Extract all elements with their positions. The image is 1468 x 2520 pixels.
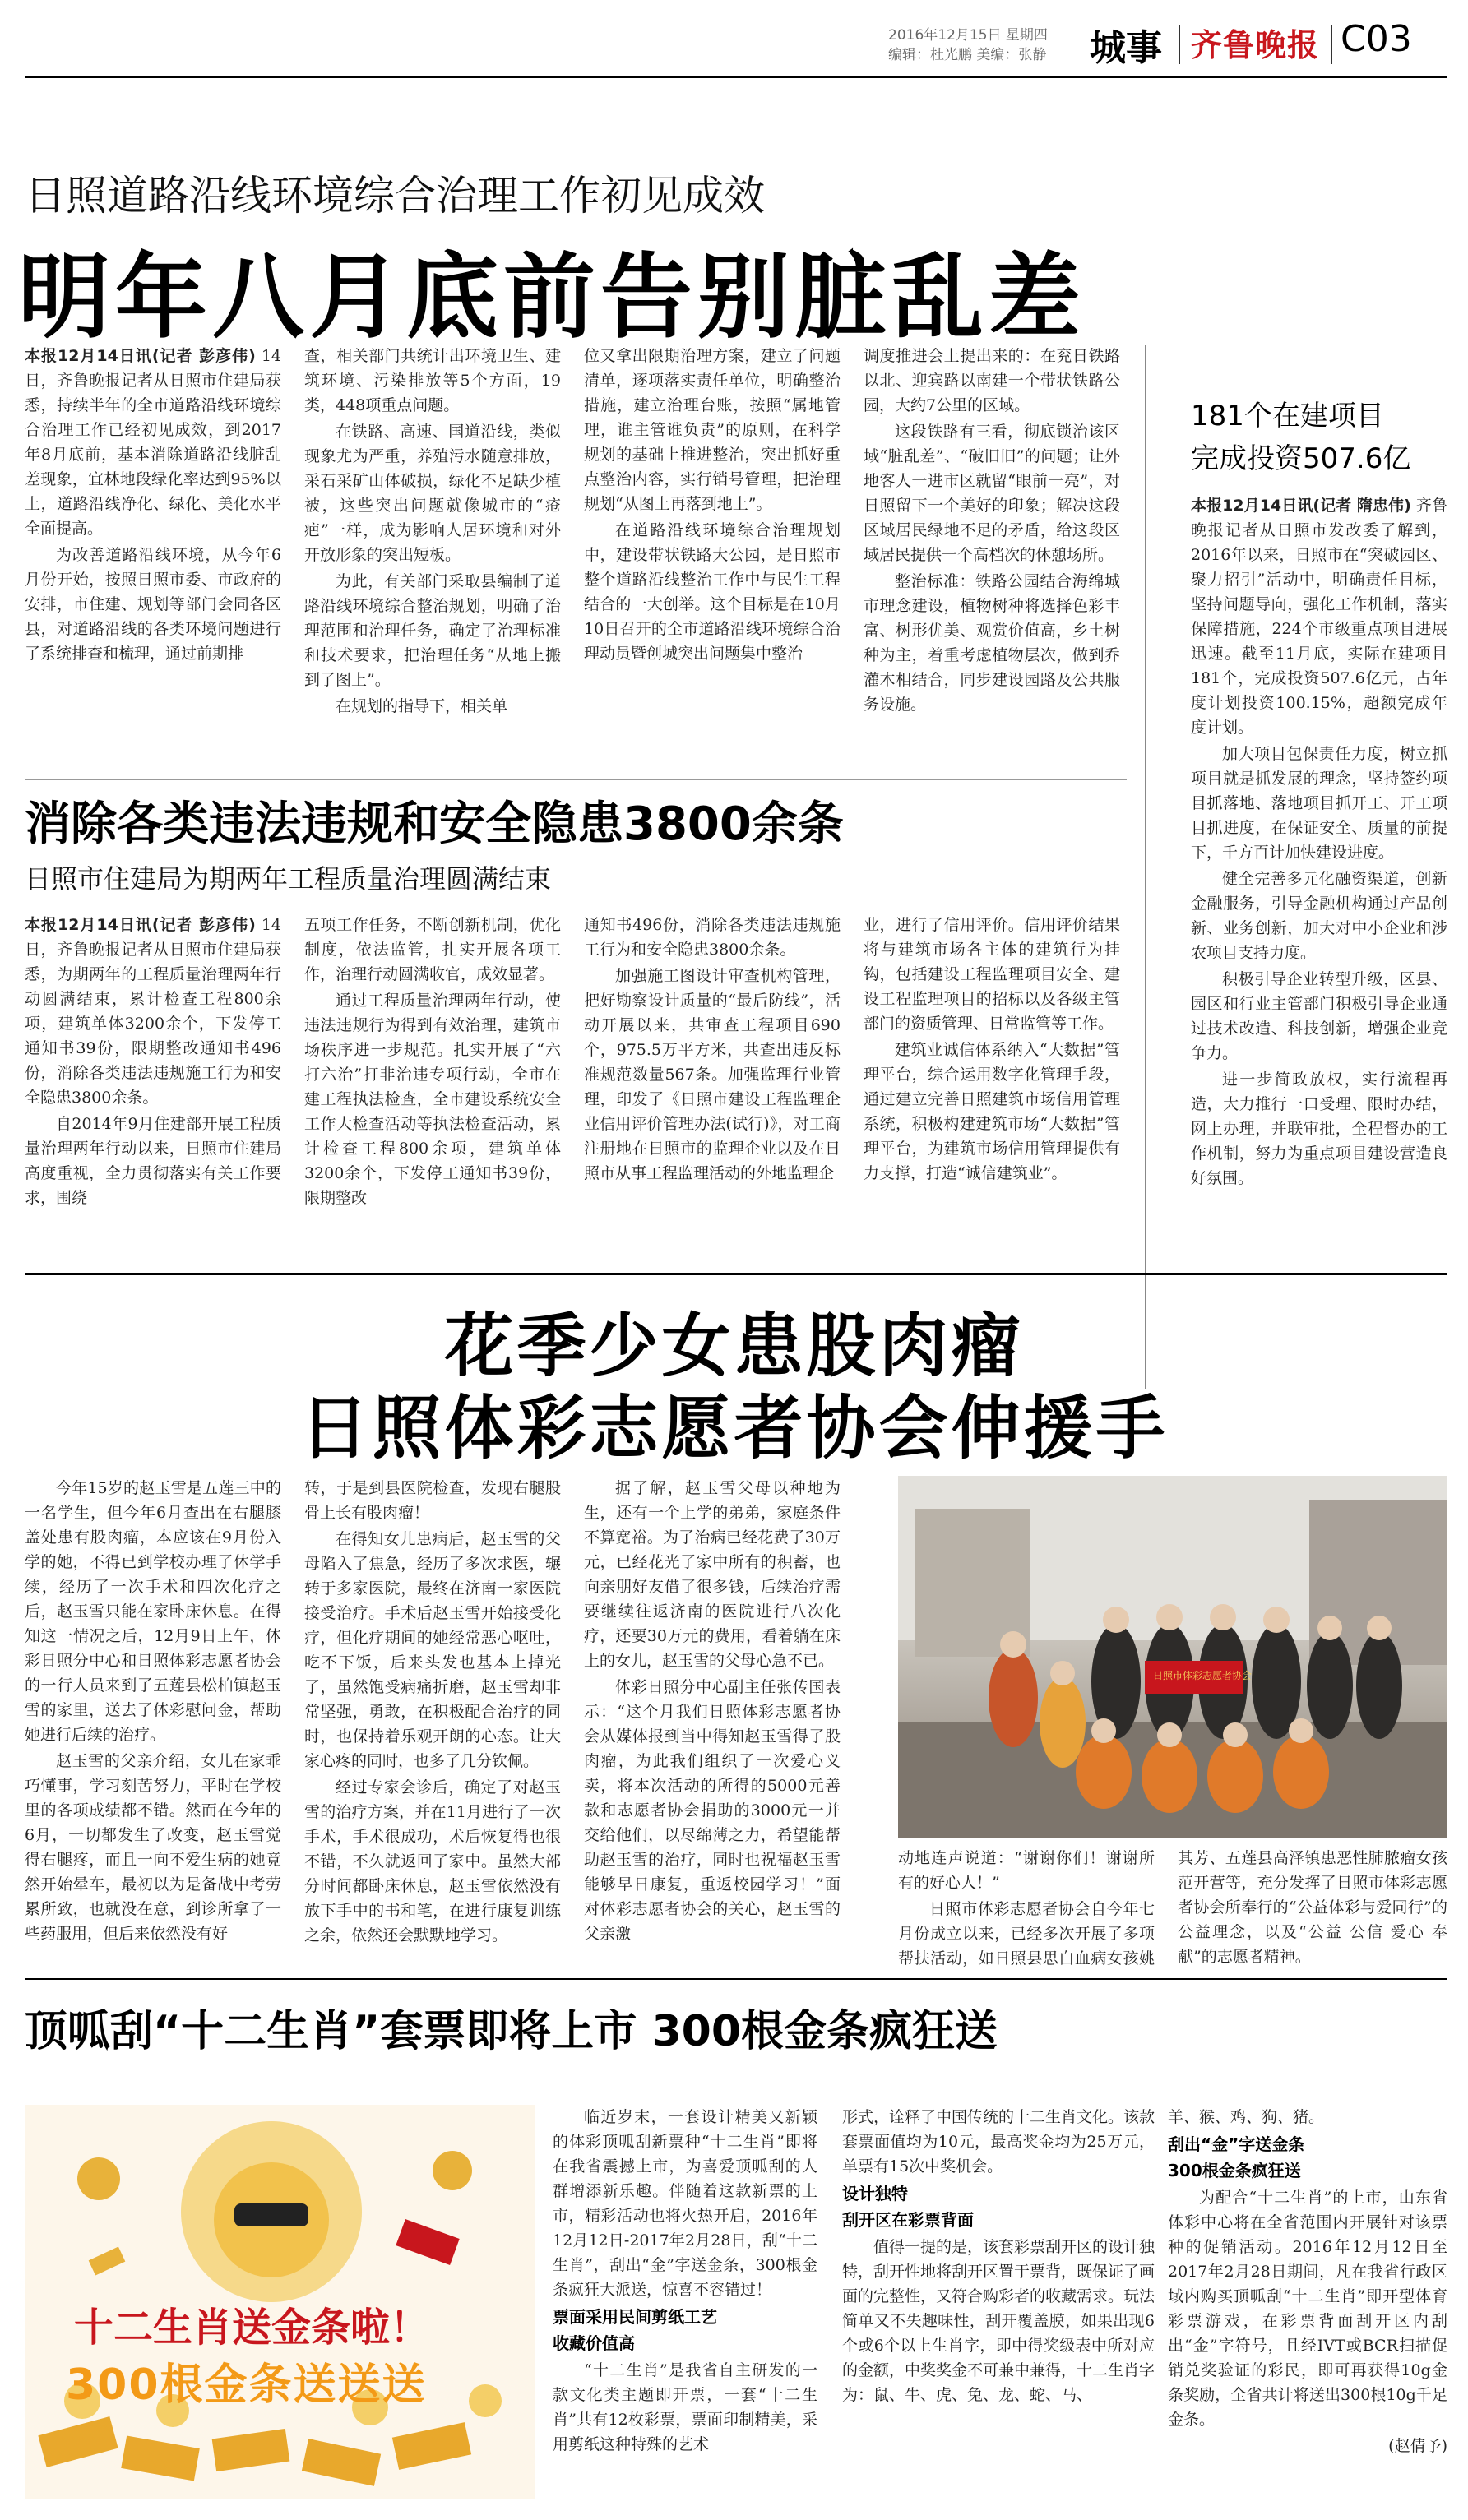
masthead-editors: 编辑：杜光鹏 美编：张静 [888, 47, 1047, 63]
sidebar-divider [1145, 345, 1146, 1389]
article3-col2: 转，于是到县医院检查，发现右腿股骨上长有股肉瘤！ 在得知女儿患病后，赵玉雪的父母陷入了焦急，经历了多次求医，辗转于多家医院，最终在济南一家医院接受治疗。手术后赵玉雪开始接受化疗，但化疗期间的她经常恶心呕吐，吃不下饭，后来头发也基本上掉光了，虽然饱受病痛折磨，赵玉雪却非常坚强，勇敢，在积极配合治疗的同时，也保持着乐观开朗的心态。让大家心疼的同时，也多了几分钦佩。 经过专家会诊后，确定了对赵玉雪的治疗方案，并在11月进行了一次手术，手术很成功，术后恢复得也很不错，不久就返回了家中。虽然大部分时间都卧床休息，赵玉雪依然没有放下手中的书和笔，在进行康复训练之余，依然还会默默地学习。 [304, 1479, 561, 1944]
article4-col1-subhead-1: 票面采用民间剪纸工艺 [553, 2307, 717, 2327]
article4-headline: 顶呱刮“十二生肖”套票即将上市 300根金条疯狂送 [25, 2007, 998, 2056]
article4-byline: (赵倩予) [1388, 2437, 1447, 2455]
brand-logo: 齐鲁晚报 [1191, 26, 1320, 63]
article2-lead: 本报12月14日讯(记者 彭彦伟) [25, 916, 256, 934]
volunteer-photo [898, 1476, 1447, 1838]
article4-col1: 临近岁末，一套设计精美又新颖的体彩顶呱刮新票种“十二生肖”即将在我省震撼上市，为喜爱顶呱刮的人群增添新乐趣。伴随着这款新票的上市，精彩活动也将火热开启，2016年12月12日-2017年2月28日，刮“十二生肖”，刮出“金”字送金条，300根金条疯狂大派送，惊喜不容错过！ 票面采用民间剪纸工艺 收藏价值高 “十二生肖”是我省自主研发的一款文化类主题即开票，一套“十二生肖”共有12枚彩票，票面印制精美，采用剪纸这种特殊的艺术 [553, 2108, 817, 2453]
top-rule [25, 76, 1447, 78]
article1-col1: 本报12月14日讯(记者 彭彦伟) 14日，齐鲁晚报记者从日照市住建局获悉，持续半年的全市道路沿线环境综合治理工作已经初见成效，到2017年8月底前，基本消除道路沿线脏乱差现象，宜林地段绿化率达到95%以上，道路沿线净化、绿化、美化水平全面提高。 为改善道路沿线环境，从今年6月份开始，按照日照市委、市政府的安排，市住建、规划等部门会同各区县，对道路沿线的各类环境问题进行了系统排查和梳理，通过前期排 [25, 347, 281, 663]
article4-top-rule [25, 1978, 1447, 1980]
article3-col3: 据了解，赵玉雪父母以种地为生，还有一个上学的弟弟，家庭条件不算宽裕。为了治病已经花费了30万元，已经花光了家中所有的积蓄，也向亲朋好友借了很多钱，后续治疗需要继续往返济南的医院进行八次化疗，还要30万元的费用，看着躺在床上的女儿，赵玉雪的父母心急不已。 体彩日照分中心副主任张传国表示：“这个月我们日照体彩志愿者协会从媒体报到当中得知赵玉雪得了股肉瘤，为此我们组织了一次爱心义卖，将本次活动的所得的5000元善款和志愿者协会捐助的3000元一并交给他们，以尽绵薄之力，希望能帮助赵玉雪的治疗，同时也祝福赵玉雪能够早日康复，重返校园学习！”面对体彩志愿者协会的关心，赵玉雪的父亲激 [584, 1479, 841, 1943]
promo-line1: 十二生肖送金条啦！ [74, 2305, 430, 2351]
article4-col3: 羊、猴、鸡、狗、猪。 刮出“金”字送金条 300根金条疯狂送 为配合“十二生肖”的上市，山东省体彩中心将在全省范围内开展针对该票种的促销活动。2016年12月12日至2017年2月28日期间，凡在我省行政区域内购买顶呱刮“十二生肖”即开型体育彩票游戏，在彩票背面刮开区内刮出“金”字符号，且经IVT或BCR扫描促销兑奖验证的彩民，即可再获得10g金条奖励，全省共计将送出300根10g千足金条。 (赵倩予) [1168, 2105, 1447, 2499]
article2-top-rule [25, 779, 1127, 780]
masthead-divider [1179, 25, 1180, 64]
section-title: 城事 [1090, 27, 1162, 69]
masthead-divider-2 [1331, 25, 1332, 64]
article3-top-rule [25, 1273, 1447, 1275]
article2-headline: 消除各类违法违规和安全隐患3800余条 [25, 798, 844, 851]
photo-banner-text: 日照市体彩志愿者协会 [1153, 1670, 1253, 1681]
article4-col3-subhead-2: 300根金条疯狂送 [1168, 2161, 1301, 2180]
promo-image [25, 2105, 535, 2499]
sidebar-lead: 本报12月14日讯(记者 隋忠伟) [1191, 497, 1411, 515]
article1-lead: 本报12月14日讯(记者 彭彦伟) [25, 347, 256, 365]
article2-col3: 通知书496份，消除各类违法违规施工行为和安全隐患3800余条。 加强施工图设计审查机构管理，把好勘察设计质量的“最后防线”，活动开展以来，共审查工程项目690个，975.5万平方米，共查出违反标准规范数量567条。加强监理行业管理，印发了《日照市建设工程监理企业信用评价管理办法(试行)》，对工商注册地在日照市的监理企业以及在日照市从事工程监理活动的外地监理企 [584, 916, 841, 1182]
article3-col1: 今年15岁的赵玉雪是五莲三中的一名学生，但今年6月查出在右腿膝盖处患有股肉瘤，本应该在9月份入学的她，不得已到学校办理了休学手续，经历了一次手术和四次化疗之后，赵玉雪只能在家卧床休息。在得知这一情况之后，12月9日上午，体彩日照分中心和日照体彩志愿者协会的一行人员来到了五莲县松柏镇赵玉雪的家里，送去了体彩慰问金，帮助她进行后续的治疗。 赵玉雪的父亲介绍，女儿在家乖巧懂事，学习刻苦努力，平时在学校里的各项成绩都不错。然而在今年的6月，一切都发生了改变，赵玉雪觉得右腿疼，而且一向不爱生病的她竟然开始晕车，最初以为是备战中考劳累所致，也就没在意，到诊所拿了一些药服用，但后来依然没有好 [25, 1479, 281, 1943]
article2-col4: 业，进行了信用评价。信用评价结果将与建筑市场各主体的建筑行为挂钩，包括建设工程监理项目安全、建设工程监理项目的招标以及各级主管部门的资质管理、日常监管等工作。 建筑业诚信体系纳入“大数据”管理平台，综合运用数字化管理手段，通过建立完善日照建筑市场信用管理系统，积极构建建筑市场“大数据”管理平台，为建筑市场信用管理提供有力支撑，打造“诚信建筑业”。 [864, 916, 1120, 1182]
page-number: C03 [1341, 18, 1412, 60]
article3-headline-2: 日照体彩志愿者协会伸援手 [299, 1388, 1169, 1468]
article4-col2: 形式，诠释了中国传统的十二生肖文化。该款套票面值均为10元，最高奖金均为25万元，单票有15次中奖机会。 设计独特 刮开区在彩票背面 值得一提的是，该套彩票刮开区的设计独特，刮开性地将刮开区置于票背，既保证了画面的完整性，又符合购彩者的收藏需求。玩法简单又不失趣味性，刮开覆盖膜，如果出现6个或6个以上生肖字，即中得奖级表中所对应的金额，中奖奖金不可兼中兼得，十二生肖字为：鼠、牛、虎、兔、龙、蛇、马、 [842, 2108, 1155, 2404]
article1-headline: 明年八月底前告别脏乱差 [18, 244, 1086, 351]
article3-col4: 动地连声说道：“谢谢你们！谢谢所有的好心人！” 日照市体彩志愿者协会自今年七月份成立以来，已经多次开展了多项帮扶活动，如日照县思白血病女孩姚 [898, 1849, 1155, 1967]
article4-col2-subhead-2: 刮开区在彩票背面 [842, 2210, 974, 2230]
article2-col2: 五项工作任务，不断创新机制，优化制度，依法监管，扎实开展各项工作，治理行动圆满收官，成效显著。 通过工程质量治理两年行动，使违法违规行为得到有效治理，建筑市场秩序进一步规范。扎实开展了“六打六治”打非治违专项行动，全市在建工程执法检查，全市建设系统安全工作大检查活动等执法检查活动，累计检查工程800余项，建筑单体3200余个，下发停工通知书39份，限期整改 [304, 916, 561, 1207]
article2-col1: 本报12月14日讯(记者 彭彦伟) 14日，齐鲁晚报记者从日照市住建局获悉，为期两年的工程质量治理两年行动圆满结束，累计检查工程800余项，建筑单体3200余个，下发停工通知书39份，限期整改通知书496份，消除各类违法违规施工行为和安全隐患3800余条。 自2014年9月住建部开展工程质量治理两年行动以来，日照市住建局高度重视，全力贯彻落实有关工作要求，围绕 [25, 916, 281, 1207]
article1-col3: 位又拿出限期治理方案，建立了问题清单，逐项落实责任单位，明确整治措施，建立治理台账，按照“属地管理，谁主管谁负责”的原则，在科学规划的基础上推进整治，突出抓好重点整治内容，实行销号管理，把治理规划“从图上再落到地上”。 在道路沿线环境综合治理规划中，建设带状铁路大公园，是日照市整个道路沿线整治工作中与民生工程结合的一大创举。这个目标是在10月10日召开的全市道路沿线环境综合治理动员暨创城突出问题集中整治 [584, 347, 841, 663]
article4-col1-subhead-2: 收藏价值高 [553, 2333, 635, 2353]
sidebar-headline-2: 完成投资507.6亿 [1191, 442, 1411, 475]
promo-line2: 300根金条送送送 [66, 2360, 427, 2410]
article1-kicker: 日照道路沿线环境综合治理工作初见成效 [25, 172, 765, 220]
sidebar-body: 本报12月14日讯(记者 隋忠伟) 齐鲁晚报记者从日照市发改委了解到，2016年以来，日照市在“突破园区、聚力招引”活动中，明确责任目标，坚持问题导向，强化工作机制，落实保障措施，224个市级重点项目进展迅速。截至11月底，实际在建项目181个，完成投资507.6亿元，占年度计划投资100.15%，超额完成年度计划。 加大项目包保责任力度，树立抓项目就是抓发展的理念，坚持签约项目抓落地、落地项目抓开工、开工项目抓进度，在保证安全、质量的前提下，千方百计加快建设进度。 健全完善多元化融资渠道，创新金融服务，引导金融机构通过产品创新、业务创新，加大对中小企业和涉农项目支持力度。 积极引导企业转型升级，区县、园区和行业主管部门积极引导企业通过技术改造、科技创新，增强企业竞争力。 进一步简政放权，实行流程再造，大力推行一口受理、限时办结，网上办理，并联审批，全程督办的工作机制，努力为重点项目建设营造良好氛围。 [1191, 497, 1447, 1187]
article3-col5: 其芳、五莲县高泽镇患恶性肺脓瘤女孩范开营等，充分发挥了日照市体彩志愿者协会所奉行的“公益体彩与爱同行”的公益理念，以及“公益 公信 爱心 奉献”的志愿者精神。 [1178, 1849, 1447, 1966]
article3-headline-1: 花季少女患股肉瘤 [444, 1306, 1024, 1386]
photo-illustration [898, 1476, 1447, 1838]
article2-subhead: 日照市住建局为期两年工程质量治理圆满结束 [25, 863, 552, 895]
article4-col3-subhead-1: 刮出“金”字送金条 [1168, 2134, 1305, 2154]
article1-col4: 调度推进会上提出来的：在兖日铁路以北、迎宾路以南建一个带状铁路公园，大约7公里的区域。 这段铁路有三看，彻底锁治该区域“脏乱差”、“破旧旧”的问题；让外地客人一进市区就留“眼前一亮”，对日照留下一个美好的印象；解决这段区域居民绿地不足的矛盾，给这段区域居民提供一个高档次的休憩场所。 整治标准：铁路公园结合海绵城市理念建设，植物树种将选择色彩丰富、树形优美、观赏价值高，乡土树种为主，着重考虑植物层次，做到乔灌木相结合，同步建设园路及公共服务设施。 [864, 347, 1120, 714]
article4-col2-subhead-1: 设计独特 [842, 2184, 908, 2203]
article1-col2: 查，相关部门共统计出环境卫生、建筑环境、污染排放等5个方面，19类，448项重点问题。 在铁路、高速、国道沿线，类似现象尤为严重，养殖污水随意排放，采石采矿山体破损，绿化不足缺少植被，这些突出问题就像城市的“疮疤”一样，成为影响人居环境和对外开放形象的突出短板。 为此，有关部门采取县编制了道路沿线环境综合整治规划，明确了治理范围和治理任务，确定了治理标准和技术要求，把治理任务“从地上搬到了图上”。 在规划的指导下，相关单 [304, 347, 561, 715]
sidebar-headline-1: 181个在建项目 [1191, 400, 1384, 432]
masthead-date: 2016年12月15日 星期四 [888, 27, 1048, 44]
